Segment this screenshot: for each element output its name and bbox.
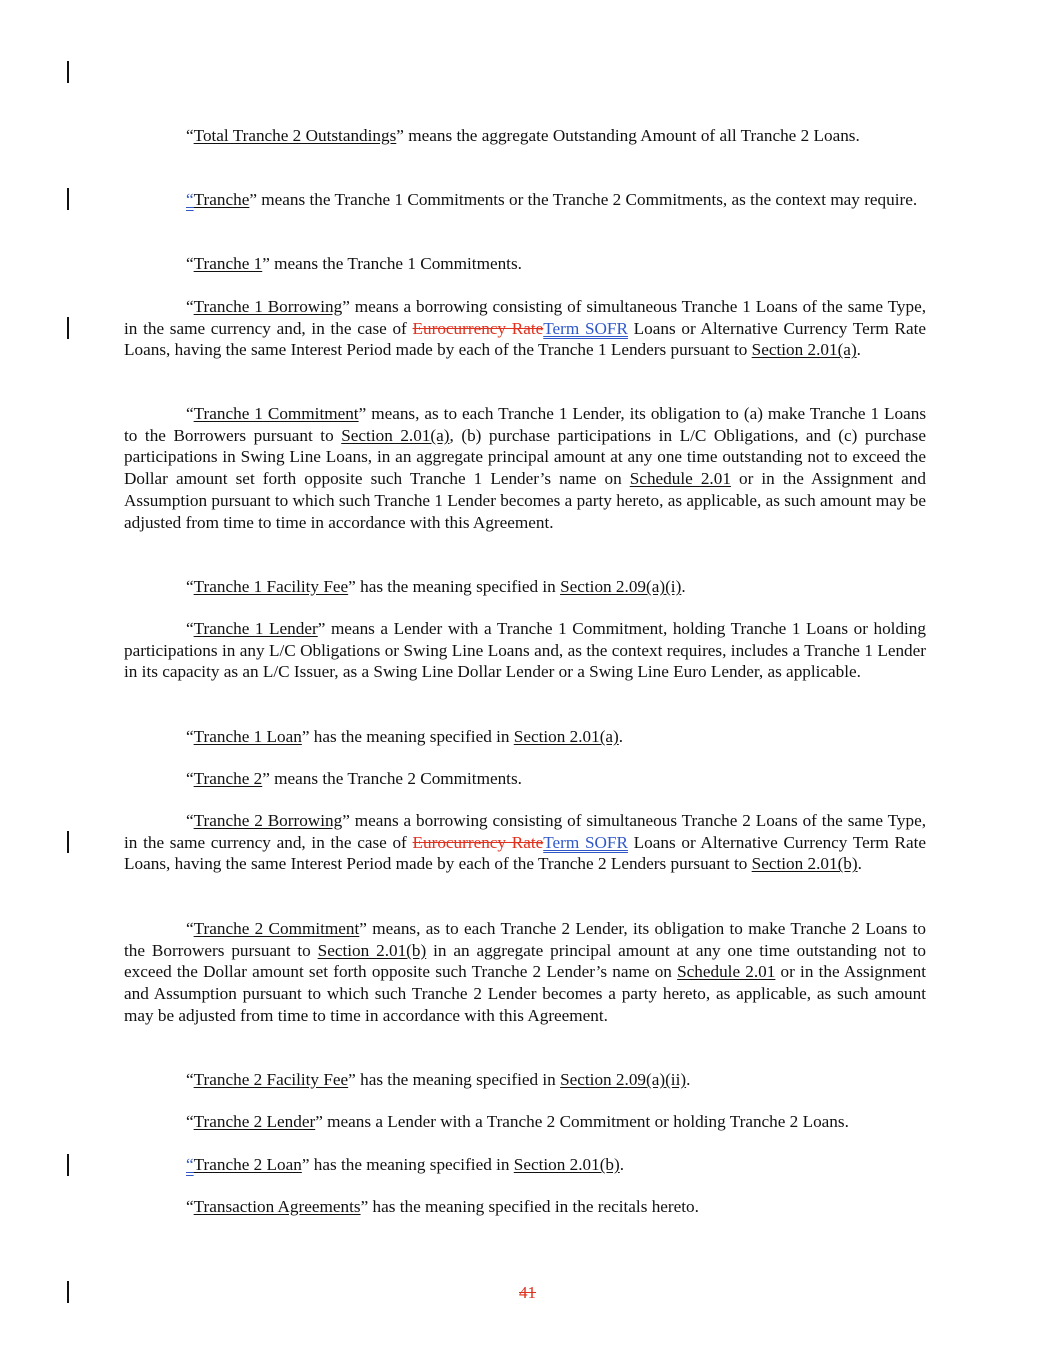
schedule-reference: Schedule 2.01 xyxy=(677,962,776,982)
section-reference: Section 2.01(b) xyxy=(317,940,427,960)
change-bar xyxy=(67,61,69,83)
inserted-quote: “ xyxy=(186,190,194,209)
defined-term: Tranche 2 Borrowing xyxy=(193,811,343,830)
defined-term: Tranche 2 Facility Fee xyxy=(193,1070,349,1089)
section-reference: Section 2.01(a) xyxy=(341,425,450,445)
definition-paragraph: “Tranche 1” means the Tranche 1 Commitments. xyxy=(186,254,522,273)
definition-paragraph: “Total Tranche 2 Outstandings” means the aggregate Outstanding Amount of all Tranche 2 Loans. xyxy=(186,126,860,145)
defined-term: Tranche 1 Borrowing xyxy=(193,297,343,316)
inserted-text: Term SOFR xyxy=(543,318,628,338)
section-reference: Section 2.09(a)(ii) xyxy=(560,1070,687,1089)
inserted-text: Term SOFR xyxy=(543,832,628,852)
deleted-text: Eurocurrency Rate xyxy=(412,318,544,338)
defined-term: Transaction Agreements xyxy=(193,1197,361,1216)
definition-paragraph: “Tranche 1 Commitment” means, as to each Tranche 1 Lender, its obligation to (a) make Tranche 1 Loans to the Borrowers pursuant to Section 2.01(a), (b) purchase participations in L/C Obligations, and (c) purchase participations in Swing Line Loans, in an aggregate principal amount at any one time outstanding not to exceed the Dollar amount set forth opposite such Tranche 1 Lender’s name on Schedule 2.01 or in the Assignment and Assumption pursuant to which such Tranche 1 Lender becomes a party hereto, as applicable, as such amount may be adjusted from time to time in accordance with this Agreement. xyxy=(124,404,927,532)
definition-paragraph: “Tranche 2 Loan” has the meaning specified in Section 2.01(b). xyxy=(186,1155,625,1174)
definition-paragraph: “Tranche 2 Facility Fee” has the meaning specified in Section 2.09(a)(ii). xyxy=(186,1070,691,1089)
definition-paragraph: “Tranche 1 Facility Fee” has the meaning specified in Section 2.09(a)(i). xyxy=(186,577,686,596)
definition-paragraph: “Tranche” means the Tranche 1 Commitments or the Tranche 2 Commitments, as the context may require. xyxy=(186,190,918,209)
defined-term: Tranche 1 Commitment xyxy=(193,404,359,423)
page-number: 41 xyxy=(519,1283,536,1302)
defined-term: Tranche 1 Loan xyxy=(193,727,302,746)
definition-paragraph: “Tranche 2” means the Tranche 2 Commitments. xyxy=(186,769,522,788)
definition-paragraph: “Tranche 1 Loan” has the meaning specified in Section 2.01(a). xyxy=(186,727,624,746)
defined-term: Tranche 1 xyxy=(193,254,263,273)
change-bar xyxy=(67,317,69,339)
change-bar xyxy=(67,831,69,853)
definition-paragraph: “Tranche 1 Lender” means a Lender with a Tranche 1 Commitment, holding Tranche 1 Loans or holding participations in any L/C Obligations or Swing Line Loans and, as the context requires, includes a Tranche 1 Lender in its capacity as an L/C Issuer, as a Swing Line Dollar Lender or a Swing Line Euro Lender, as applicable. xyxy=(124,619,926,682)
defined-term: Total Tranche 2 Outstandings xyxy=(193,126,397,145)
definition-paragraph: “Transaction Agreements” has the meaning specified in the recitals hereto. xyxy=(186,1197,699,1216)
defined-term: Tranche 2 Lender xyxy=(193,1112,316,1131)
schedule-reference: Schedule 2.01 xyxy=(629,469,731,489)
section-reference: Section 2.09(a)(i) xyxy=(560,577,682,596)
section-reference: Section 2.01(b) xyxy=(751,854,858,874)
defined-term: Tranche 1 Lender xyxy=(193,619,318,638)
section-reference: Section 2.01(a) xyxy=(751,340,857,360)
deleted-text: Eurocurrency Rate xyxy=(412,832,544,852)
definition-paragraph: “Tranche 2 Commitment” means, as to each Tranche 2 Lender, its obligation to make Tranche 2 Loans to the Borrowers pursuant to Section 2.01(b) in an aggregate principal amount at any one time outstanding not to exceed the Dollar amount set forth opposite such Tranche 2 Lender’s name on Schedule 2.01 or in the Assignment and Assumption pursuant to which such Tranche 2 Lender becomes a party hereto, as applicable, as such amount may be adjusted from time to time in accordance with this Agreement. xyxy=(124,919,927,1025)
defined-term: Tranche 2 Commitment xyxy=(193,919,360,938)
definition-paragraph: “Tranche 1 Borrowing” means a borrowing consisting of simultaneous Tranche 1 Loans of the same Type, in the same currency and, in the case of Eurocurrency RateTerm SOFR Loans or Alternative Currency Term Rate Loans, having the same Interest Period made by each of the Tranche 1 Lenders pursuant to Section 2.01(a). xyxy=(124,297,927,360)
change-bar xyxy=(67,188,69,210)
defined-term: Tranche 1 Facility Fee xyxy=(193,577,349,596)
change-bar xyxy=(67,1154,69,1176)
definition-paragraph: “Tranche 2 Borrowing” means a borrowing consisting of simultaneous Tranche 2 Loans of the same Type, in the same currency and, in the case of Eurocurrency RateTerm SOFR Loans or Alternative Currency Term Rate Loans, having the same Interest Period made by each of the Tranche 2 Lenders pursuant to Section 2.01(b). xyxy=(124,811,927,874)
definition-paragraph: “Tranche 2 Lender” means a Lender with a Tranche 2 Commitment or holding Tranche 2 Loans. xyxy=(186,1112,849,1131)
section-reference: Section 2.01(b) xyxy=(513,1155,620,1174)
defined-term: Tranche 2 Loan xyxy=(193,1155,302,1174)
defined-term: Tranche xyxy=(193,190,250,209)
defined-term: Tranche 2 xyxy=(193,769,263,788)
inserted-quote: “ xyxy=(186,1155,194,1174)
section-reference: Section 2.01(a) xyxy=(513,727,619,746)
